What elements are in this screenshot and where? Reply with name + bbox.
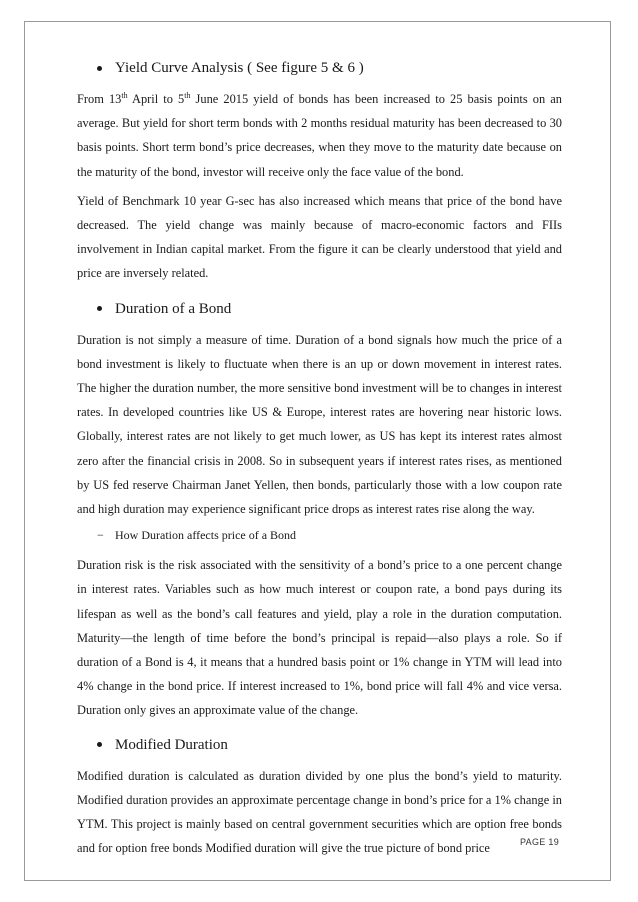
bullet-icon: [97, 66, 102, 71]
heading-duration-text: Duration of a Bond: [115, 300, 232, 317]
text-run: April to 5: [127, 92, 185, 106]
text-run: June 2015 yield of bonds has been increased to 25 basis points on an average. But yield for short term bonds with 2 months residual maturity has been decreased to 30 basis points. Short term bond’s price decreases, when they move to the maturity date because on the maturity of the bond, investor will receive only the face value of the bond.: [77, 92, 562, 179]
subheading-duration-price: [97, 526, 562, 544]
heading-modified-duration-text: Modified Duration: [115, 736, 228, 753]
paragraph-duration-2: Duration risk is the risk associated with the sensitivity of a bond’s price to a one percent change in interest rates. Variables such as how much interest or coupon rate, a bond pays during its lifespan as well as the bond’s call features and yield, play a role in the duration computation. Maturity—the length of time before the bond’s principal is repaid—also plays a role. So if duration of a Bond is 4, it means that a hundred basis point or 1% change in YTM will lead into 4% change in the bond price. If interest increased to 1%, bond price will fall 4% and vice versa. Duration only gives an approximate value of the change.: [77, 558, 562, 718]
superscript: th: [121, 90, 128, 100]
superscript: th: [184, 90, 191, 100]
bullet-icon: [97, 306, 102, 311]
paragraph-modified-duration-1: Modified duration is calculated as duration divided by one plus the bond’s yield to maturity. Modified duration provides an approximate percentage change in bond’s price for a 1% change in YTM. This project is mainly based on central government securities which are option free bonds and for option free bonds Modified duration will give the true picture of bond price: [77, 768, 562, 856]
heading-duration: [97, 299, 562, 319]
paragraph-yield-2: Yield of Benchmark 10 year G-sec has also increased which means that price of the bond have decreased. The yield change was mainly because of macro-economic factors and FIIs involvement in Indian capital market. From the figure it can be clearly understood that yield and price are inversely related.: [77, 193, 562, 281]
heading-yield-curve: [97, 58, 562, 78]
bullet-icon: [97, 742, 102, 747]
paragraph-yield-1: [77, 87, 562, 184]
document-content: [77, 58, 562, 865]
page-number: PAGE 19: [520, 837, 559, 847]
heading-yield-curve-text: Yield Curve Analysis ( See figure 5 & 6 ): [115, 60, 364, 76]
heading-modified-duration: [97, 735, 562, 755]
dash-icon: −: [97, 528, 104, 543]
text-run: From 13: [77, 92, 122, 106]
subheading-duration-price-text: How Duration affects price of a Bond: [115, 528, 297, 543]
paragraph-duration-1: Duration is not simply a measure of time. Duration of a bond signals how much the price of a bond investment is likely to fluctuate when there is an up or down movement in interest rates. The higher the duration number, the more sensitive bond investment will be to changes in interest rates. In developed countries like US & Europe, interest rates are hovering near historic lows. Globally, interest rates are not likely to get much lower, as US has kept its interest rates almost zero after the financial crisis in 2008. So in subsequent years if interest rates rises, as mentioned by US fed reserve Chairman Janet Yellen, then bonds, particularly those with a low coupon rate and high duration may experience significant price drops as interest rates rise along the way.: [77, 332, 562, 517]
